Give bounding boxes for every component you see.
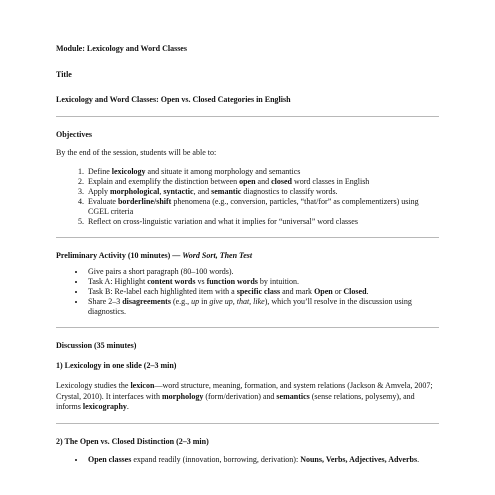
- text-run: Evaluate: [88, 196, 118, 206]
- text-run: Task B: Re-label each highlighted item with a: [88, 287, 237, 296]
- discussion-sub1: 1) Lexicology in one slide (2–3 min): [56, 360, 177, 370]
- objectives-heading: Objectives: [56, 129, 92, 139]
- text-run: ,: [159, 186, 164, 196]
- text-run: expand readily (innovation, borrowing, derivation):: [131, 455, 301, 464]
- preliminary-list: [56, 267, 439, 317]
- text-run: or: [332, 287, 344, 296]
- text-run: vs: [195, 277, 207, 286]
- discussion-heading: Discussion (35 minutes): [56, 341, 137, 350]
- divider: [56, 423, 439, 424]
- divider: [56, 116, 439, 117]
- text-run: Reflect on cross-linguistic variation and what it implies for “universal” word classes: [88, 216, 358, 226]
- bold-term: Open classes: [88, 455, 132, 464]
- text-run: phenomena (e.g., conversion, particles, “that/for” as complementizers) using CGEL criteria: [88, 196, 419, 216]
- bold-term: Nouns, Verbs, Adjectives, Adverbs: [300, 455, 418, 464]
- text-run: ), which you’ll resolve in the discussion using diagnostics.: [88, 297, 412, 316]
- objective-item: [86, 167, 439, 177]
- lexicology-paragraph: [56, 381, 439, 413]
- text-run: Lexicology studies the: [56, 381, 131, 390]
- text-run: by intuition.: [257, 277, 300, 286]
- text-run: .: [417, 455, 420, 464]
- italic-term: give up, that, like: [209, 297, 265, 306]
- text-run: in: [199, 297, 210, 306]
- bold-term: syntactic: [163, 186, 194, 196]
- bold-term: morphological: [110, 186, 160, 196]
- module-line: Module: Lexicology and Word Classes: [56, 44, 187, 53]
- bold-term: borderline/shift: [117, 196, 172, 206]
- text-run: (e.g.,: [170, 297, 192, 306]
- preliminary-item: [86, 297, 439, 317]
- bold-term: specific class: [236, 287, 281, 296]
- bold-term: function words: [206, 277, 258, 286]
- text-run: Share 2–3: [88, 297, 123, 306]
- objectives-intro: By the end of the session, students will be able to:: [56, 148, 217, 157]
- text-run: Task A: Highlight: [88, 277, 148, 286]
- bold-term: semantics: [276, 391, 310, 401]
- italic-term: up: [191, 297, 200, 306]
- preliminary-heading: [56, 251, 439, 262]
- bold-term: Open: [314, 287, 333, 296]
- bold-term: semantic: [211, 186, 242, 196]
- text-run: and situate it among morphology and semantics: [145, 166, 301, 176]
- objectives-list: [56, 167, 439, 227]
- objective-item: [86, 177, 439, 187]
- bold-term: content words: [147, 277, 196, 286]
- preliminary-item: [86, 277, 439, 287]
- bold-term: closed: [271, 176, 292, 186]
- divider: [56, 237, 439, 238]
- text-run: .: [126, 402, 129, 411]
- text-run: and: [255, 176, 272, 186]
- open-closed-list: [56, 455, 439, 465]
- bold-term: Closed: [343, 287, 367, 296]
- text-run: .: [366, 287, 369, 296]
- text-run: —word structure, meaning, formation, and system relations (Jackson & Amvela, 2007; Crystal, 2010). It interfaces with: [56, 381, 433, 401]
- bold-term: lexicon: [130, 381, 155, 390]
- bold-term: lexicography: [82, 402, 127, 411]
- preliminary-heading-title: Word Sort, Then Test: [182, 250, 253, 260]
- objective-item: [86, 197, 439, 217]
- preliminary-heading-text: Preliminary Activity (10 minutes) —: [56, 250, 183, 260]
- text-run: diagnostics to classify words.: [241, 186, 338, 196]
- text-run: Explain and exemplify the distinction between: [88, 176, 240, 186]
- text-run: Give pairs a short paragraph (80–100 words).: [88, 267, 234, 276]
- objective-item: [86, 217, 439, 227]
- open-closed-item: [86, 455, 439, 465]
- bold-term: disagreements: [122, 297, 171, 306]
- text-run: Define: [88, 166, 112, 176]
- bold-term: open: [239, 176, 256, 186]
- preliminary-item: [86, 267, 439, 277]
- text-run: (form/derivation) and: [203, 391, 277, 401]
- objective-item: [86, 187, 439, 197]
- bold-term: morphology: [161, 391, 204, 401]
- title-label: Title: [56, 69, 72, 79]
- text-run: , and: [193, 186, 212, 196]
- text-run: Apply: [88, 186, 110, 196]
- text-run: word classes in English: [291, 176, 370, 186]
- divider: [56, 327, 439, 328]
- text-run: (sense relations, polysemy), and informs: [56, 391, 415, 411]
- preliminary-item: [86, 287, 439, 297]
- discussion-sub2: 2) The Open vs. Closed Distinction (2–3 min): [56, 436, 209, 446]
- text-run: and mark: [280, 287, 315, 296]
- bold-term: lexicology: [111, 166, 146, 176]
- document-title: Lexicology and Word Classes: Open vs. Closed Categories in English: [56, 95, 291, 104]
